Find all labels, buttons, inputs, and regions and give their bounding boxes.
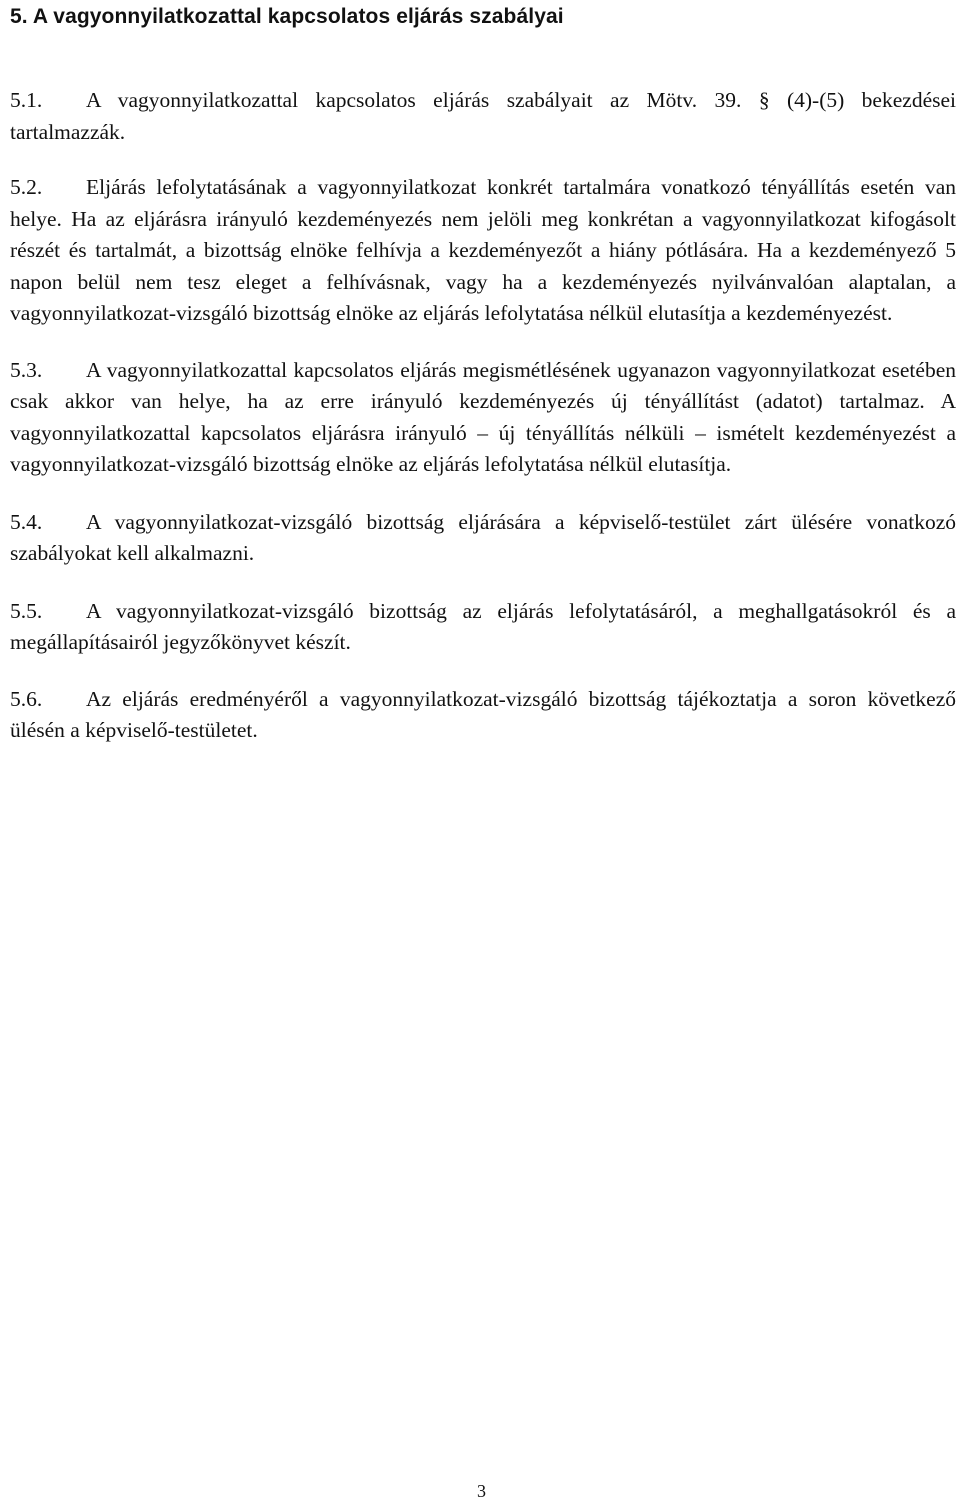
paragraph-5-3 [10, 355, 956, 481]
paragraph-text: A vagyonnyilatkozat-vizsgáló bizottság eljárására a képviselő-testület zárt ülésére vonatkozó szabályokat kell alkalmazni. [10, 509, 956, 565]
paragraph-text: A vagyonnyilatkozattal kapcsolatos eljárás megismétlésének ugyanazon vagyonnyilatkozat esetében csak akkor van helye, ha az erre irányuló kezdeményezés új tényállítást (adatot) tartalmaz. A vagyonnyilatkozattal kapcsolatos eljárásra irányuló – új tényállítás nélküli – ismételt kezdeményezést a vagyonnyilatkozat-vizsgáló bizottság elnöke az eljárás lefolytatása nélkül elutasítja. [10, 357, 956, 476]
paragraph-number: 5.5. [10, 598, 43, 623]
paragraph-number: 5.3. [10, 357, 43, 382]
paragraph-text: Eljárás lefolytatásának a vagyonnyilatkozat konkrét tartalmára vonatkozó tényállítás esetén van helye. Ha az eljárásra irányuló kezdeményezés nem jelöli meg konkrétan a vagyonnyilatkozat kifogásolt részét és tartalmát, a bizottság elnöke felhívja a kezdeményezőt a hiány pótlására. Ha a kezdeményező 5 napon belül nem tesz eleget a felhívásnak, vagy ha a kezdeményezés nyilvánvalóan alaptalan, a vagyonnyilatkozat-vizsgáló bizottság elnöke az eljárás lefolytatása nélkül elutasítja a kezdeményezést. [10, 175, 956, 325]
paragraph-text: A vagyonnyilatkozattal kapcsolatos eljárás szabályait az Mötv. 39. § (4)-(5) bekezdései tartalmazzák. [10, 88, 956, 144]
paragraph-5-6 [10, 684, 956, 747]
paragraph-5-4 [10, 507, 956, 570]
paragraph-number: 5.6. [10, 686, 43, 711]
paragraph-5-2 [10, 172, 956, 330]
paragraph-5-5 [10, 596, 956, 659]
paragraph-5-1 [10, 85, 956, 148]
paragraph-text: Az eljárás eredményéről a vagyonnyilatkozat-vizsgáló bizottság tájékoztatja a soron következő ülésén a képviselő-testületet. [10, 686, 956, 742]
paragraph-number: 5.1. [10, 88, 43, 112]
paragraph-text: A vagyonnyilatkozat-vizsgáló bizottság az eljárás lefolytatásáról, a meghallgatásokról és a megállapításairól jegyzőkönyvet készít. [10, 598, 956, 654]
paragraph-number: 5.4. [10, 509, 43, 534]
page-number: 3 [477, 1481, 486, 1501]
section-heading: 5. A vagyonnyilatkozattal kapcsolatos eljárás szabályai [10, 5, 564, 28]
document-page [10, 0, 956, 747]
paragraph-number: 5.2. [10, 175, 43, 199]
